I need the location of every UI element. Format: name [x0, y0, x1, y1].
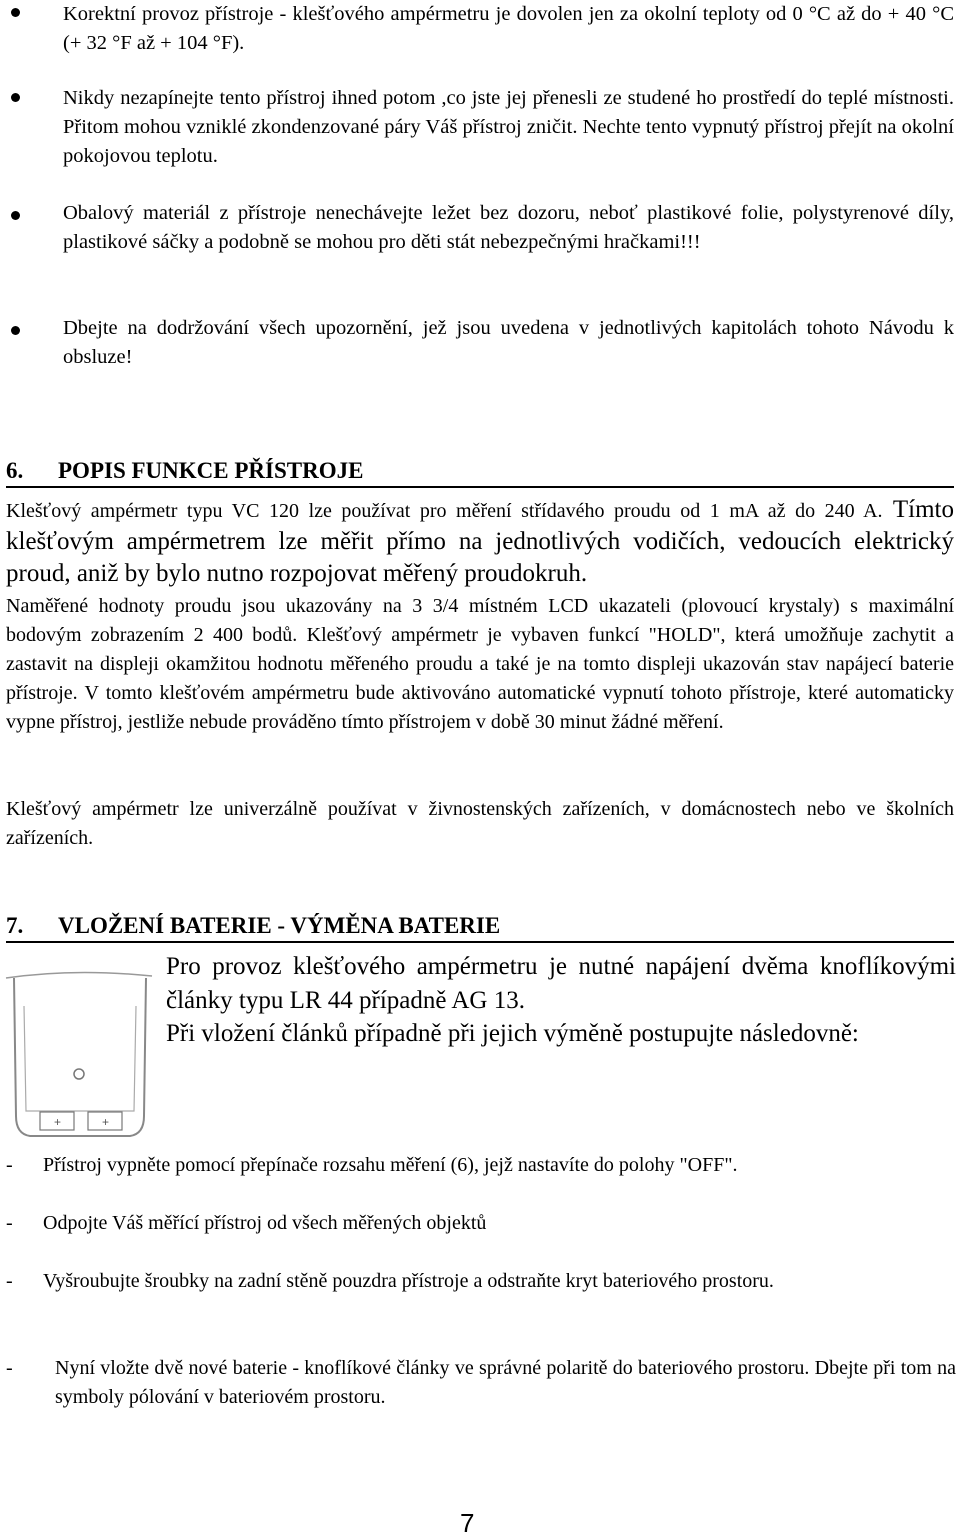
- step-dash: -: [6, 1212, 13, 1234]
- section-title: POPIS FUNKCE PŘÍSTROJE: [58, 458, 364, 483]
- section-7-intro-1: Pro provoz klešťového ampérmetru je nutné napájení dvěma knoflíkovými články typu LR 44 případně AG 13.: [166, 953, 956, 1014]
- section-6-paragraph-3: Klešťový ampérmetr lze univerzálně používat v živnostenských zařízeních, v domácnostech nebo ve školních zařízeních.: [6, 798, 954, 849]
- section-number: 6.: [6, 458, 24, 483]
- bullet-dot-icon: [11, 93, 20, 102]
- safety-text: Obalový materiál z přístroje nenechávejte ležet bez dozoru, neboť plastikové folie, polystyrenové díly, plastikové sáčky a podobně se mohou pro děti stát nebezpečnými hračkami!!!: [63, 202, 954, 253]
- step-dash: -: [6, 1154, 13, 1176]
- step-text: Vyšroubujte šroubky na zadní stěně pouzdra přístroje a odstraňte kryt bateriového prostoru.: [43, 1270, 774, 1292]
- paragraph-text-large: Tímto klešťovým ampérmetrem lze měřit přímo na jednotlivých vodičích, vedoucích elektrický proud, aniž by bylo nutno rozpojovat měřený proudokruh.: [6, 496, 954, 587]
- step-text: Nyní vložte dvě nové baterie - knoflíkové články ve správné polaritě do bateriového prostoru. Dbejte při tom na symboly pólování v bateriovém prostoru.: [55, 1357, 956, 1408]
- bullet-dot-icon: [11, 326, 20, 335]
- bullet-dot-icon: [11, 8, 20, 17]
- section-title: VLOŽENÍ BATERIE - VÝMĚNA BATERIE: [58, 913, 501, 938]
- battery-compartment-drawing: [4, 966, 154, 1148]
- step-text: Odpojte Váš měřící přístroj od všech měřených objektů: [43, 1212, 487, 1234]
- page-number: 7: [460, 1508, 475, 1538]
- safety-text: Dbejte na dodržování všech upozornění, jež jsou uvedena v jednotlivých kapitolách tohoto Návodu k obsluze!: [63, 317, 954, 368]
- safety-text: Korektní provoz přístroje - klešťového ampérmetru je dovolen jen za okolní teploty od 0 °C až do + 40 °C (+ 32 °F až + 104 °F).: [63, 3, 954, 54]
- section-6-paragraph-2: Naměřené hodnoty proudu jsou ukazovány na 3 3/4 místném LCD ukazateli (plovoucí krystaly) s maximální bodovým zobrazením 2 400 bodů. Klešťový ampérmetr je vybaven funkcí "HOLD", která umožňuje zachytit a zastavit na displeji okamžitou hodnotu měřeného proudu a také je na tomto displeji ukazován stav napájecí baterie přístroje. V tomto klešťovém ampérmetru bude aktivováno automatické vypnutí tohoto přístroje, které automaticky vypne přístroj, jestliže nebude prováděno tímto přístrojem v době 30 minut žádné měření.: [6, 595, 954, 733]
- bullet-dot-icon: [11, 211, 20, 220]
- section-7-intro-2: Při vložení článků případně při jejich výměně postupujte následovně:: [166, 1020, 859, 1047]
- section-6-heading: [6, 456, 954, 488]
- step-text: Přístroj vypněte pomocí přepínače rozsahu měření (6), jejž nastavíte do polohy "OFF".: [43, 1154, 738, 1176]
- plus-sign-label: +: [54, 1115, 62, 1129]
- safety-text: Nikdy nezapínejte tento přístroj ihned potom ,co jste jej přenesli ze studené ho prostředí do teplé místnosti. Přitom mohou vzniklé zkondenzované páry Váš přístroj zničit. Nechte tento vypnutý přístroj přejít na okolní pokojovou teplotu.: [63, 87, 954, 167]
- battery-compartment-figure: [4, 966, 154, 1148]
- section-7-heading: [6, 911, 954, 943]
- step-dash: -: [6, 1270, 13, 1292]
- paragraph-text: Klešťový ampérmetr typu VC 120 lze používat pro měření střídavého proudu od 1 mA až do 240 A.: [6, 500, 883, 522]
- plus-sign-label: +: [102, 1115, 110, 1129]
- section-number: 7.: [6, 913, 24, 938]
- step-dash: -: [6, 1357, 13, 1379]
- section-6-paragraph-1: [6, 494, 954, 590]
